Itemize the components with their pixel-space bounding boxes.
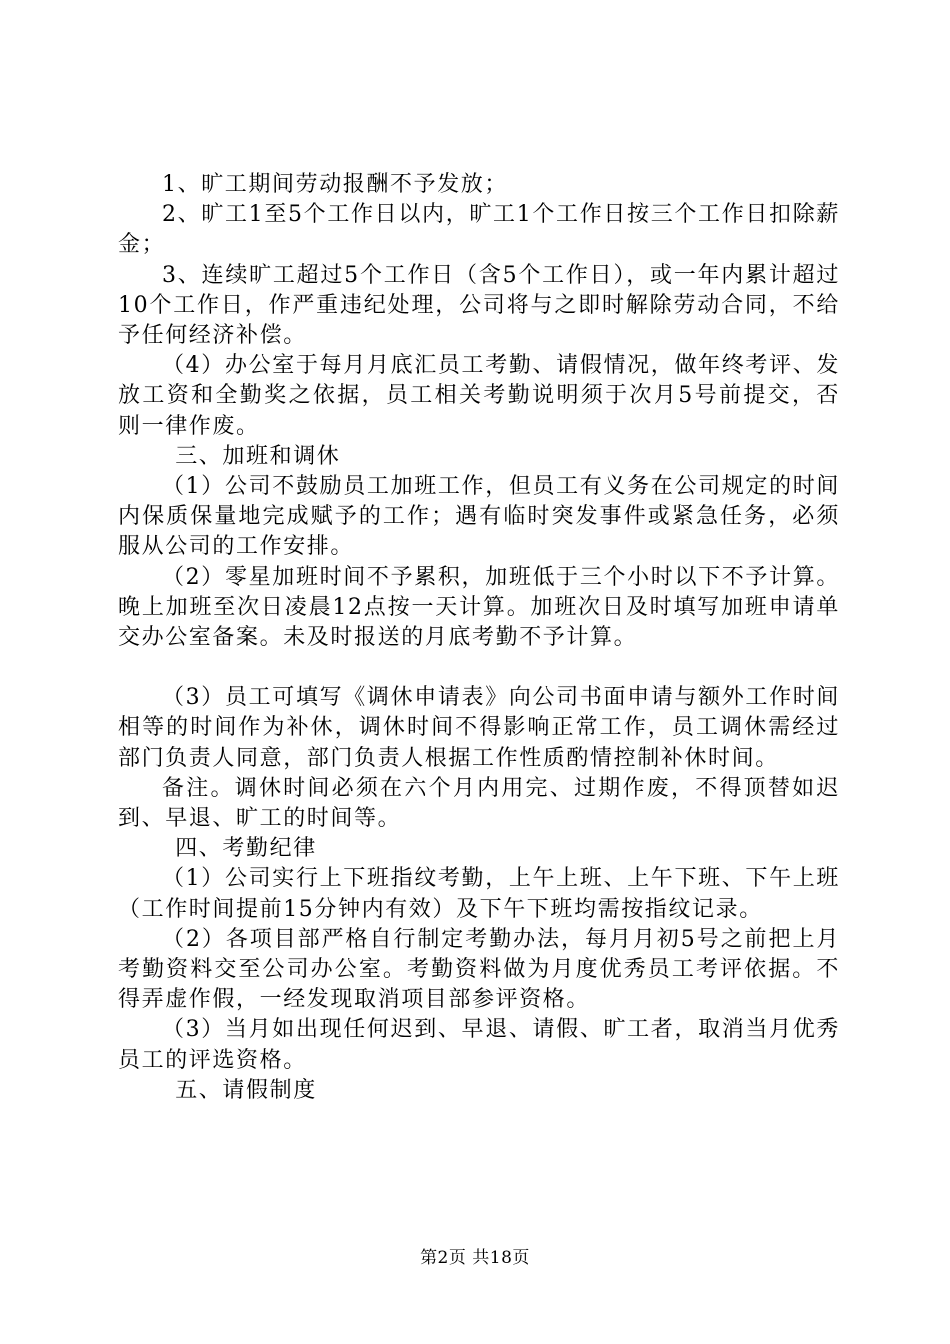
paragraph-overtime-policy: （1）公司不鼓励员工加班工作，但员工有义务在公司规定的时间内保质保量地完成赋予的工作；遇有临时突发事件或紧急任务，必须服从公司的工作安排。: [118, 474, 840, 560]
document-body: [118, 170, 840, 1106]
paragraph-absence-pay: 1、旷工期间劳动报酬不予发放；: [162, 172, 508, 197]
paragraph-excellent-employee: （3）当月如出现任何迟到、早退、请假、旷工者，取消当月优秀员工的评选资格。: [118, 1017, 840, 1073]
paragraph-absence-deduction: 2、旷工1至5个工作日以内，旷工1个工作日按三个工作日扣除薪金；: [118, 202, 840, 258]
paragraph-absence-dismissal: 3、连续旷工超过5个工作日（含5个工作日），或一年内累计超过10个工作日，作严重违纪处理，公司将与之即时解除劳动合同，不给予任何经济补偿。: [118, 262, 840, 349]
section-heading-overtime: 三、加班和调休: [175, 443, 341, 469]
section-heading-leave: 五、请假制度: [175, 1077, 317, 1103]
paragraph-project-attendance: （2）各项目部严格自行制定考勤办法，每月月初5号之前把上月考勤资料交至公司办公室。考勤资料做为月度优秀员工考评依据。不得弄虚作假，一经发现取消项目部参评资格。: [118, 926, 840, 1013]
paragraph-office-attendance-summary: （4）办公室于每月月底汇员工考勤、请假情况，做年终考评、发放工资和全勤奖之依据，员工相关考勤说明须于次月5号前提交，否则一律作废。: [118, 353, 840, 439]
paragraph-fingerprint-attendance: （1）公司实行上下班指纹考勤，上午上班、上午下班、下午上班（工作时间提前15分钟内有效）及下午下班均需按指纹记录。: [118, 866, 840, 922]
paragraph-overtime-calculation: （2）零星加班时间不予累积，加班低于三个小时以下不予计算。晚上加班至次日凌晨12点按一天计算。加班次日及时填写加班申请单交办公室备案。未及时报送的月底考勤不予计算。: [118, 564, 840, 651]
paragraph-remark: 备注。调休时间必须在六个月内用完、过期作废，不得顶替如迟到、早退、旷工的时间等。: [118, 775, 840, 832]
section-heading-discipline: 四、考勤纪律: [175, 836, 317, 862]
page-number-footer: 第2页 共18页: [420, 1248, 530, 1268]
paragraph-compensatory-leave: （3）员工可填写《调休申请表》向公司书面申请与额外工作时间相等的时间作为补休，调休时间不得影响正常工作，员工调休需经过部门负责人同意，部门负责人根据工作性质酌情控制补休时间。: [118, 685, 840, 771]
